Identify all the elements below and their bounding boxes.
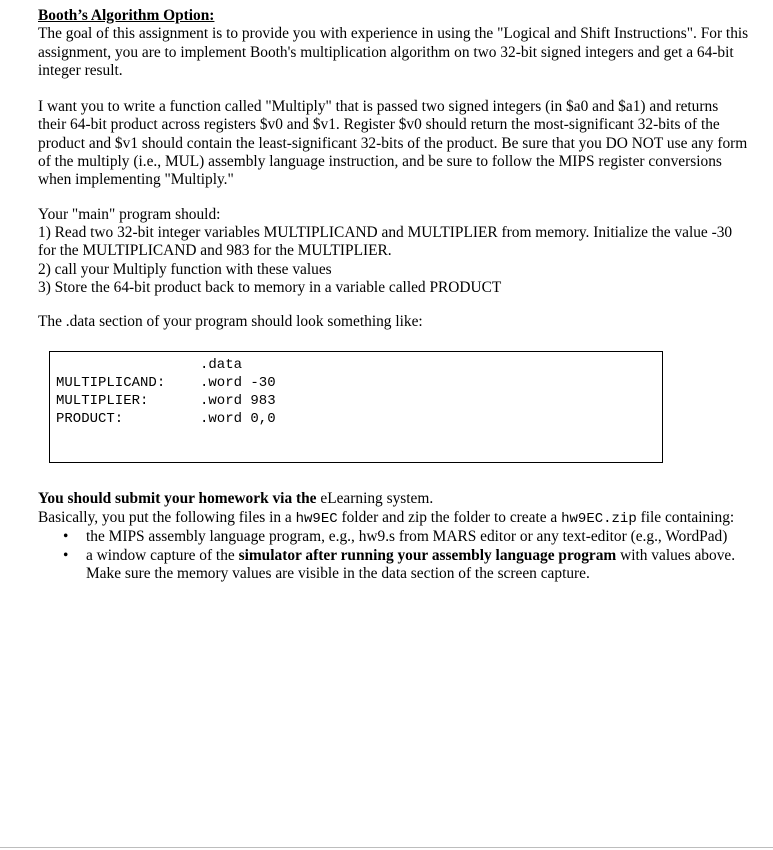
submit-instructions-line — [38, 509, 750, 529]
submit-heading — [38, 490, 750, 509]
list-item — [38, 547, 750, 584]
code-value-product: .word 0,0 — [200, 411, 276, 427]
page-bottom-divider — [0, 847, 773, 848]
step-3: 3) Store the 64-bit product back to memory in a variable called PRODUCT — [38, 278, 502, 296]
code-label-multiplier: MULTIPLIER: — [56, 393, 149, 409]
list-item-text-b: with values above. Make sure the memory values are visible in the data section of the screen capture. — [86, 546, 736, 583]
folder-name: hw9EC — [295, 510, 338, 527]
list-item-bold: simulator after running your assembly language program — [238, 546, 617, 564]
data-section-code-block — [49, 351, 663, 463]
list-item-text-a: a window capture of the — [86, 546, 239, 564]
data-section-intro: The .data section of your program should look something like: — [38, 313, 423, 331]
main-program-intro: Your "main" program should: — [38, 205, 221, 223]
step-1: 1) Read two 32-bit integer variables MULTIPLICAND and MULTIPLIER from memory. Initialize the value -30 for the MULTIPLICAND and 983 for the MULTIPLIER. — [38, 223, 733, 260]
bullet-icon: • — [63, 528, 69, 546]
submit-text-b: folder and zip the folder to create a — [337, 508, 562, 526]
code-value-multiplicand: .word -30 — [200, 375, 276, 391]
submit-text-a: Basically, you put the following files in a — [38, 508, 296, 526]
code-label-multiplicand: MULTIPLICAND: — [56, 375, 166, 391]
intro-paragraph: The goal of this assignment is to provide you with experience in using the "Logical and Shift Instructions". For this assignment, you are to implement Booth's multiplication algorithm on two 32-bit signed integers and get a 64-bit integer result. — [38, 25, 749, 79]
submit-heading-bold: You should submit your homework via the — [38, 490, 321, 507]
assignment-document — [38, 7, 750, 331]
list-item-text: the MIPS assembly language program, e.g., hw9.s from MARS editor or any text-editor (e.g., WordPad) — [86, 528, 728, 546]
code-value-multiplier: .word 983 — [200, 393, 276, 409]
section-title: Booth’s Algorithm Option: — [38, 7, 215, 24]
bullet-icon: • — [63, 546, 69, 564]
submission-file-list — [38, 528, 750, 584]
code-directive: .data — [200, 357, 243, 373]
multiply-function-paragraph: I want you to write a function called "Multiply" that is passed two signed integers (in $a0 and $a1) and returns their 64-bit product across registers $v0 and $v1. Register $v0 should return the most-significant 32-bits of the product and $v1 should contain the least-significant 32-bits of the product. Be sure that you DO NOT use any form of the multiply (i.e., MUL) assembly language instruction, and be sure to follow the MIPS register conversions when implementing "Multiply." — [38, 98, 748, 189]
submit-text-c: file containing: — [636, 508, 735, 526]
code-label-product: PRODUCT: — [56, 411, 124, 427]
list-item — [38, 528, 750, 547]
submit-heading-system: eLearning system. — [320, 490, 434, 507]
submission-instructions — [38, 490, 750, 584]
step-2: 2) call your Multiply function with these values — [38, 260, 332, 278]
zip-file-name: hw9EC.zip — [561, 510, 637, 527]
